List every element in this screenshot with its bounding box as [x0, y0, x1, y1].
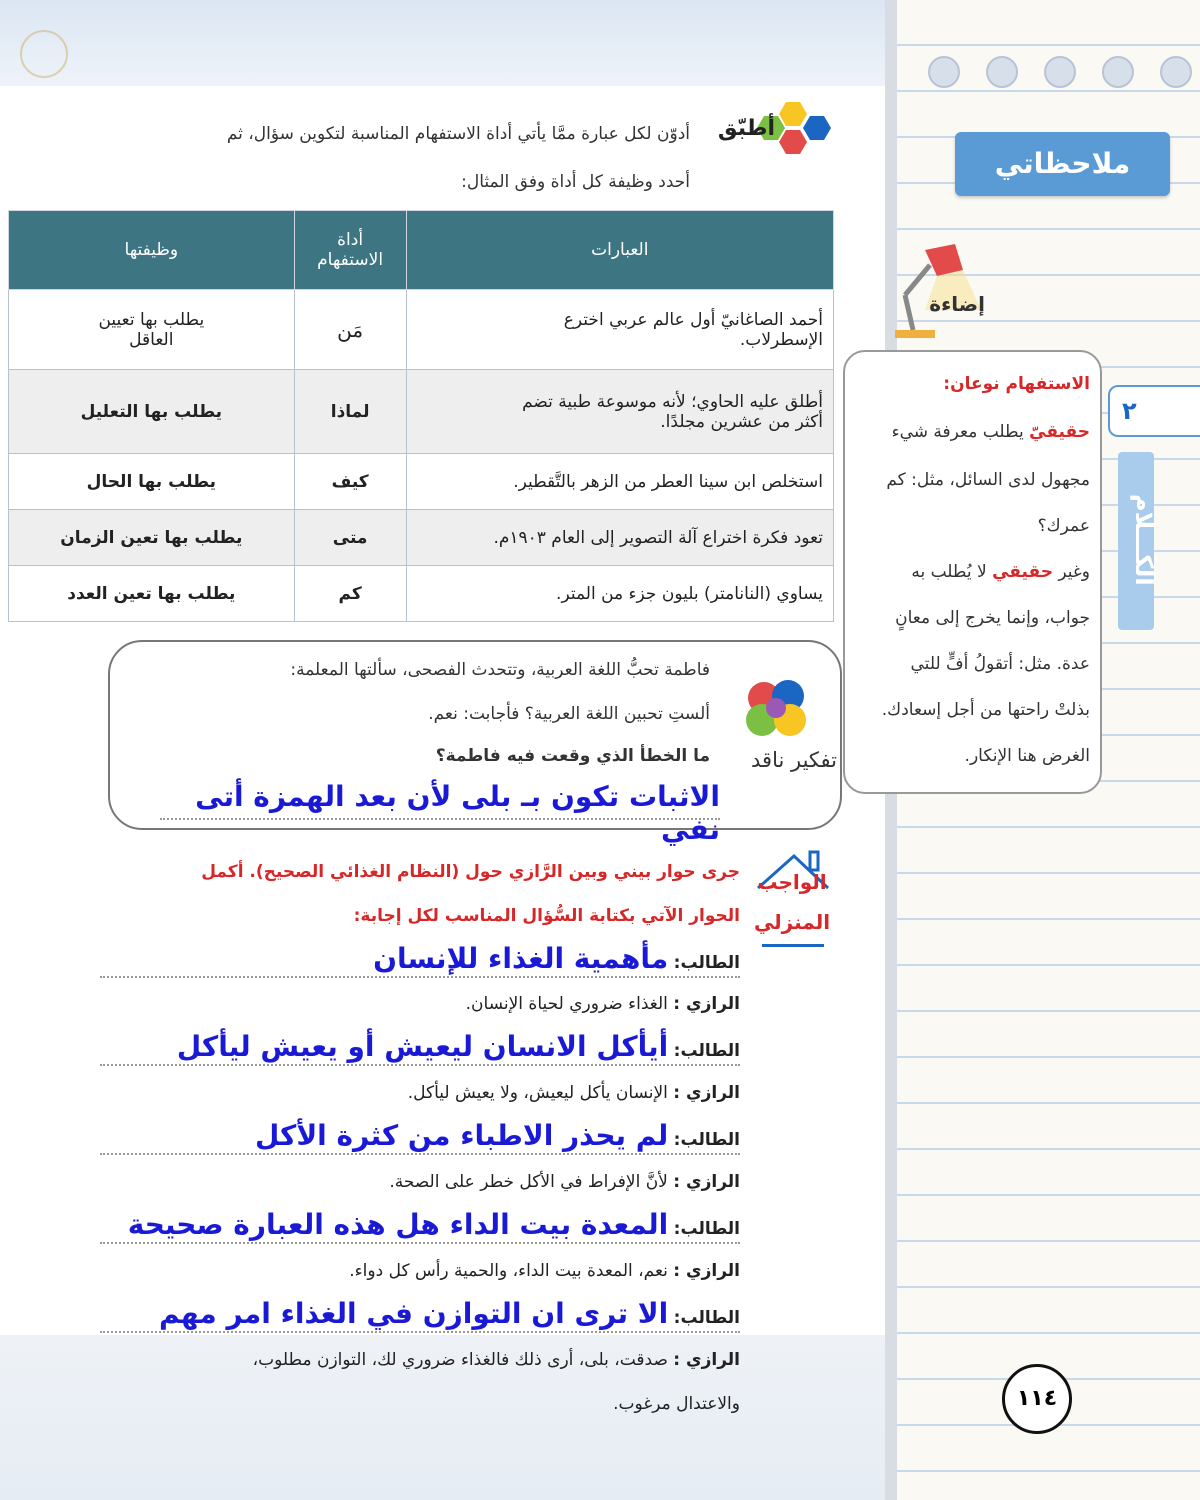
- function-answer[interactable]: يطلب بها التعليل: [9, 370, 295, 454]
- light-line-2: [845, 422, 1090, 442]
- student-question[interactable]: المعدة بيت الداء هل هذه العبارة صحيحة: [127, 1208, 669, 1241]
- header-tool-line2: الاستفهام: [317, 250, 384, 270]
- razi-answer: لأنَّ الإفراط في الأكل خطر على الصحة.: [389, 1172, 668, 1192]
- dialogue-student-2: [100, 1030, 740, 1066]
- critical-answer[interactable]: الاثبات تكون بـ بلى لأن بعد الهمزة أتى نفي: [195, 780, 720, 846]
- tool-answer[interactable]: كم: [294, 566, 406, 622]
- dialogue-student-1: [100, 942, 740, 978]
- phrase-text: الإسطرلاب.: [739, 329, 823, 350]
- vertical-tab-label: الكَـــلام: [1130, 494, 1158, 586]
- light-line-9: الغرض هنا الإنكار.: [964, 746, 1090, 766]
- light-line-8: بذلتْ راحتها من أجل إسعادك.: [881, 700, 1090, 720]
- header-function: وظيفتها: [9, 211, 295, 290]
- light-unreal-prefix: وغير: [1058, 562, 1090, 582]
- light-heading: الاستفهام نوعان:: [943, 374, 1090, 394]
- header-phrases: العبارات: [406, 211, 833, 290]
- tool-answer[interactable]: كيف: [294, 454, 406, 510]
- light-title: إضاءة: [929, 292, 985, 316]
- phrase-text: أطلق عليه الحاوي؛ لأنه موسوعة طبية تضم: [522, 391, 823, 412]
- hexagon-cluster-icon: [775, 102, 835, 158]
- house-icon: [750, 848, 830, 958]
- question-tools-table: [8, 210, 834, 622]
- table-row: [9, 510, 834, 566]
- table-row: [9, 454, 834, 510]
- binder-hole-icon: [986, 56, 1018, 88]
- function-answer[interactable]: يطلب بها الحال: [9, 454, 295, 510]
- watermark-logo-icon: [20, 30, 68, 78]
- dialogue-razi-4: [100, 1261, 740, 1281]
- student-question[interactable]: الا ترى ان التوازن في الغذاء امر مهم: [158, 1297, 669, 1330]
- speaker-razi: الرازي :: [673, 1261, 740, 1281]
- function-answer[interactable]: يطلب بها تعين العدد: [9, 566, 295, 622]
- critical-line-1: فاطمة تحبُّ اللغة العربية، وتتحدث الفصحى، سألتها المعلمة:: [290, 660, 710, 680]
- light-line-7: عدة. مثل: أتقولُ أفٍّ للتي: [910, 654, 1090, 674]
- tool-cell: مَن: [294, 290, 406, 370]
- desk-lamp-icon: [885, 240, 985, 340]
- homework-intro-1: جرى حوار بيني وبين الرَّازي حول (النظام الغذائي الصحيح). أكمل: [201, 862, 740, 882]
- speaker-student: الطالب:: [673, 1041, 740, 1061]
- critical-answer-line: [160, 780, 720, 846]
- function-text: يطلب بها تعيين: [98, 309, 205, 330]
- student-question[interactable]: لم يحذر الاطباء من كثرة الأكل: [255, 1119, 669, 1152]
- phrase-cell: استخلص ابن سينا العطر من الزهر بالتَّقطير.: [406, 454, 833, 510]
- light-unreal: حقيقي: [992, 562, 1053, 582]
- light-real: حقيقيّ: [1029, 422, 1090, 442]
- table-row: [9, 290, 834, 370]
- razi-answer: نعم، المعدة بيت الداء، والحمية رأس كل دواء.: [349, 1261, 668, 1281]
- homework-intro-2: الحوار الآتي بكتابة السُّؤال المناسب لكل إجابة:: [353, 906, 740, 926]
- dialogue-razi-5: [100, 1350, 740, 1370]
- speaker-razi: الرازي :: [673, 1083, 740, 1103]
- table-row: [9, 566, 834, 622]
- tool-answer[interactable]: لماذا: [294, 370, 406, 454]
- student-question[interactable]: أيأكل الانسان ليعيش أو يعيش ليأكل: [176, 1030, 669, 1063]
- function-answer[interactable]: يطلب بها تعين الزمان: [9, 510, 295, 566]
- critical-line-2: ألستِ تحبين اللغة العربية؟ فأجابت: نعم.: [428, 704, 710, 724]
- student-question[interactable]: مأهمية الغذاء للإنسان: [373, 942, 669, 975]
- table-row: [9, 370, 834, 454]
- speaker-student: الطالب:: [673, 953, 740, 973]
- binder-hole-icon: [1102, 56, 1134, 88]
- apply-title: أطبّق: [717, 116, 775, 141]
- apply-instruction-2: أحدد وظيفة كل أداة وفق المثال:: [461, 172, 690, 192]
- page-number: ١١٤: [1002, 1364, 1072, 1434]
- apply-instruction-1: أدوّن لكل عبارة ممَّا يأتي أداة الاستفهام المناسبة لتكوين سؤال، ثم: [226, 124, 690, 144]
- speaker-student: الطالب:: [673, 1308, 740, 1328]
- brain-icon: [742, 674, 812, 744]
- speaker-razi: الرازي :: [673, 1172, 740, 1192]
- phrase-cell: يساوي (النانامتر) بليون جزء من المتر.: [406, 566, 833, 622]
- tool-answer[interactable]: متى: [294, 510, 406, 566]
- header-tool: [294, 211, 406, 290]
- dialogue-razi-2: [100, 1083, 740, 1103]
- light-line-3: مجهول لدى السائل، مثل: كم: [886, 470, 1090, 490]
- dialogue-razi-5-cont: والاعتدال مرغوب.: [613, 1394, 740, 1414]
- dialogue-razi-3: [100, 1172, 740, 1192]
- light-real-rest: يطلب معرفة شيء: [891, 422, 1024, 442]
- header-tool-line1: أداة: [337, 230, 364, 250]
- phrase-text: أحمد الصاغانيّ أول عالم عربي اخترع: [563, 309, 823, 330]
- homework-title-1: الواجب: [757, 870, 827, 894]
- notes-label: ملاحظاتي: [955, 132, 1170, 196]
- phrase-cell: [406, 370, 833, 454]
- critical-thinking-box: [108, 640, 842, 846]
- binder-hole-icon: [1160, 56, 1192, 88]
- light-line-6: جواب، وإنما يخرج إلى معانٍ: [895, 608, 1090, 628]
- phrase-cell: تعود فكرة اختراع آلة التصوير إلى العام ١٩٠٣م.: [406, 510, 833, 566]
- dialogue-student-3: [100, 1119, 740, 1155]
- phrase-cell: [406, 290, 833, 370]
- dialogue-razi-1: [100, 994, 740, 1014]
- homework-underline: [762, 944, 824, 947]
- dialogue-student-4: [100, 1208, 740, 1244]
- light-line-4: عمرك؟: [1037, 516, 1090, 536]
- binder-hole-icon: [928, 56, 960, 88]
- speaker-student: الطالب:: [673, 1219, 740, 1239]
- razi-answer: الغذاء ضروري لحياة الإنسان.: [465, 994, 668, 1014]
- dialogue-student-5: [100, 1297, 740, 1333]
- razi-answer: الإنسان يأكل ليعيش، ولا يعيش ليأكل.: [407, 1083, 668, 1103]
- light-line-5: [845, 562, 1090, 582]
- speaker-razi: الرازي :: [673, 1350, 740, 1370]
- razi-answer: صدقت، بلى، أرى ذلك فالغذاء ضروري لك، التوازن مطلوب،: [252, 1350, 668, 1370]
- function-cell: [9, 290, 295, 370]
- chapter-number-tab: ٢: [1108, 385, 1200, 437]
- speaker-student: الطالب:: [673, 1130, 740, 1150]
- light-unreal-rest: لا يُطلب به: [911, 562, 987, 582]
- function-text: العاقل: [129, 329, 174, 350]
- speaker-razi: الرازي :: [673, 994, 740, 1014]
- critical-label: تفكير ناقد: [751, 748, 837, 772]
- top-band: [0, 0, 885, 86]
- phrase-text: أكثر من عشرين مجلدًا.: [660, 411, 823, 432]
- binder-hole-icon: [1044, 56, 1076, 88]
- homework-title-2: المنزلي: [753, 910, 831, 934]
- critical-question: ما الخطأ الذي وقعت فيه فاطمة؟: [435, 746, 710, 766]
